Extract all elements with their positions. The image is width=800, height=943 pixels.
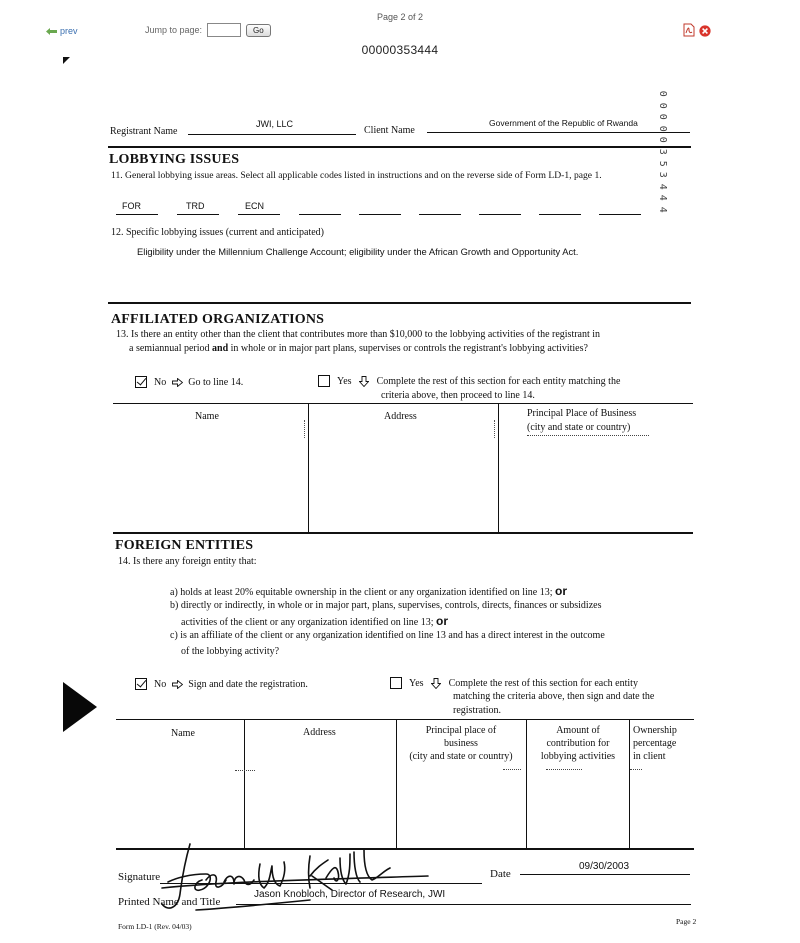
- affiliated-col-name: Name: [195, 411, 219, 422]
- arrow-right-icon: [172, 378, 183, 387]
- close-icon[interactable]: [699, 24, 711, 36]
- client-name-value: Government of the Republic of Rwanda: [489, 118, 638, 128]
- affiliated-col-address: Address: [384, 411, 417, 422]
- registrant-name-value: JWI, LLC: [256, 119, 294, 129]
- code-line: [299, 214, 341, 215]
- specific-issues-value: Eligibility under the Millennium Challenge Account; eligibility under the African Growth and Opportunity Act.: [137, 246, 579, 257]
- issue-code: ECN: [245, 201, 265, 211]
- page-indicator: Page 2 of 2: [376, 12, 424, 22]
- code-line: [419, 214, 461, 215]
- affiliated-yes-text-2: criteria above, then proceed to line 14.: [381, 390, 535, 401]
- date-label: Date: [490, 868, 511, 880]
- code-line: [238, 214, 280, 215]
- printed-name-value: Jason Knobloch, Director of Research, JWI: [254, 889, 446, 900]
- code-line: [599, 214, 641, 215]
- jump-page-input[interactable]: [207, 23, 241, 37]
- dotted-rule: [494, 420, 495, 438]
- dotted-rule: [235, 770, 255, 771]
- vertical-stamp: 0 0 0 0 0 3 5 3 4 4 4: [656, 90, 668, 213]
- date-value: 09/30/2003: [579, 861, 630, 872]
- printed-name-line: [236, 904, 691, 905]
- client-name-label: Client Name: [364, 125, 415, 136]
- foreign-col-amount: Amount of contribution for lobbying activities: [540, 725, 616, 762]
- pdf-icon[interactable]: [683, 23, 695, 37]
- item-12-text: 12. Specific lobbying issues (current and anticipated): [111, 227, 324, 238]
- foreign-yes-text-2: matching the criteria above, then sign and date the: [453, 691, 655, 702]
- prev-label: prev: [60, 26, 78, 36]
- affiliated-no-checkbox[interactable]: [135, 376, 147, 388]
- foreign-criterion-b-1: b) directly or indirectly, in whole or in major part, plans, supervises, controls, directs, finances or subsidizes: [170, 600, 602, 611]
- back-arrow-icon: [46, 28, 57, 35]
- affiliated-no-option: No Go to line 14.: [154, 377, 244, 388]
- arrow-right-icon: [172, 680, 183, 689]
- foreign-no-option: No Sign and date the registration.: [154, 679, 308, 690]
- client-name-line: [427, 132, 690, 133]
- code-line: [479, 214, 521, 215]
- foreign-table-top: [116, 719, 694, 720]
- scan-marker-triangle: [63, 682, 97, 732]
- foreign-col-ownership: Ownership percentage in client: [633, 725, 677, 762]
- code-line: [177, 214, 219, 215]
- section-divider: [108, 146, 691, 148]
- scan-mark: [63, 57, 70, 64]
- foreign-criterion-c-1: c) is an affiliate of the client or any organization identified on line 13 and has a direct interest in the outcome: [170, 630, 605, 641]
- foreign-criterion-b-2: activities of the client or any organization identified on line 13; or: [181, 614, 449, 628]
- affiliated-yes-checkbox[interactable]: [318, 375, 330, 387]
- registrant-name-label: Registrant Name: [110, 126, 178, 137]
- issue-code: FOR: [122, 201, 141, 211]
- form-id: Form LD-1 (Rev. 04/03): [118, 922, 192, 931]
- dotted-rule: [630, 769, 642, 770]
- document-id: 00000353444: [361, 43, 439, 57]
- item-14-text: 14. Is there any foreign entity that:: [118, 556, 257, 567]
- foreign-col-principal-place: Principal place of business (city and state or country): [409, 725, 513, 762]
- item-13-line-2: a semiannual period and in whole or in major part plans, supervises or controls the registrant's lobbying activities?: [129, 343, 588, 354]
- code-line: [359, 214, 401, 215]
- foreign-criterion-c-2: of the lobbying activity?: [181, 646, 280, 657]
- foreign-yes-option: Yes Complete the rest of this section for each entity: [409, 678, 638, 689]
- date-line: [520, 874, 690, 875]
- code-line: [539, 214, 581, 215]
- page-number: Page 2: [676, 917, 697, 926]
- table-column-divider: [498, 403, 499, 533]
- prev-link[interactable]: [46, 26, 78, 36]
- dotted-rule: [546, 769, 582, 770]
- affiliated-col-principal-place-sub: (city and state or country): [527, 422, 631, 433]
- section-divider: [108, 302, 691, 304]
- foreign-yes-checkbox[interactable]: [390, 677, 402, 689]
- item-13-line-1: 13. Is there an entity other than the client that contributes more than $10,000 to the lobbying activities of the registrant in: [116, 329, 601, 340]
- foreign-entities-heading: FOREIGN ENTITIES: [115, 538, 254, 553]
- table-column-divider: [629, 719, 630, 849]
- foreign-col-address: Address: [303, 727, 336, 738]
- registrant-name-line: [188, 134, 356, 135]
- foreign-criterion-a: a) holds at least 20% equitable ownership in the client or any organization identified on line 13; or: [170, 584, 567, 598]
- dotted-rule: [304, 420, 305, 438]
- affiliated-organizations-heading: AFFILIATED ORGANIZATIONS: [111, 312, 325, 327]
- signature-label: Signature: [118, 871, 161, 883]
- affiliated-yes-option: Yes Complete the rest of this section for each entity matching the: [337, 376, 621, 387]
- dotted-rule: [527, 435, 649, 436]
- jump-label: Jump to page:: [145, 25, 203, 35]
- affiliated-table-bottom: [113, 532, 693, 534]
- table-column-divider: [308, 403, 309, 533]
- arrow-down-icon: [431, 678, 441, 689]
- printed-name-label: Printed Name and Title: [118, 896, 221, 908]
- jump-to-page: [145, 23, 271, 37]
- foreign-no-checkbox[interactable]: [135, 678, 147, 690]
- go-button[interactable]: Go: [246, 24, 271, 37]
- foreign-yes-text-3: registration.: [453, 705, 502, 716]
- foreign-col-name: Name: [171, 728, 195, 739]
- issue-code: TRD: [186, 201, 205, 211]
- item-11-text: 11. General lobbying issue areas. Select all applicable codes listed in instructions and on the reverse side of Form LD-1, page 1.: [111, 170, 602, 181]
- lobbying-issues-heading: LOBBYING ISSUES: [109, 152, 240, 167]
- table-column-divider: [244, 719, 245, 849]
- code-line: [116, 214, 158, 215]
- arrow-down-icon: [359, 376, 369, 387]
- affiliated-table-top: [113, 403, 693, 404]
- affiliated-col-principal-place: Principal Place of Business: [527, 408, 637, 419]
- dotted-rule: [503, 769, 521, 770]
